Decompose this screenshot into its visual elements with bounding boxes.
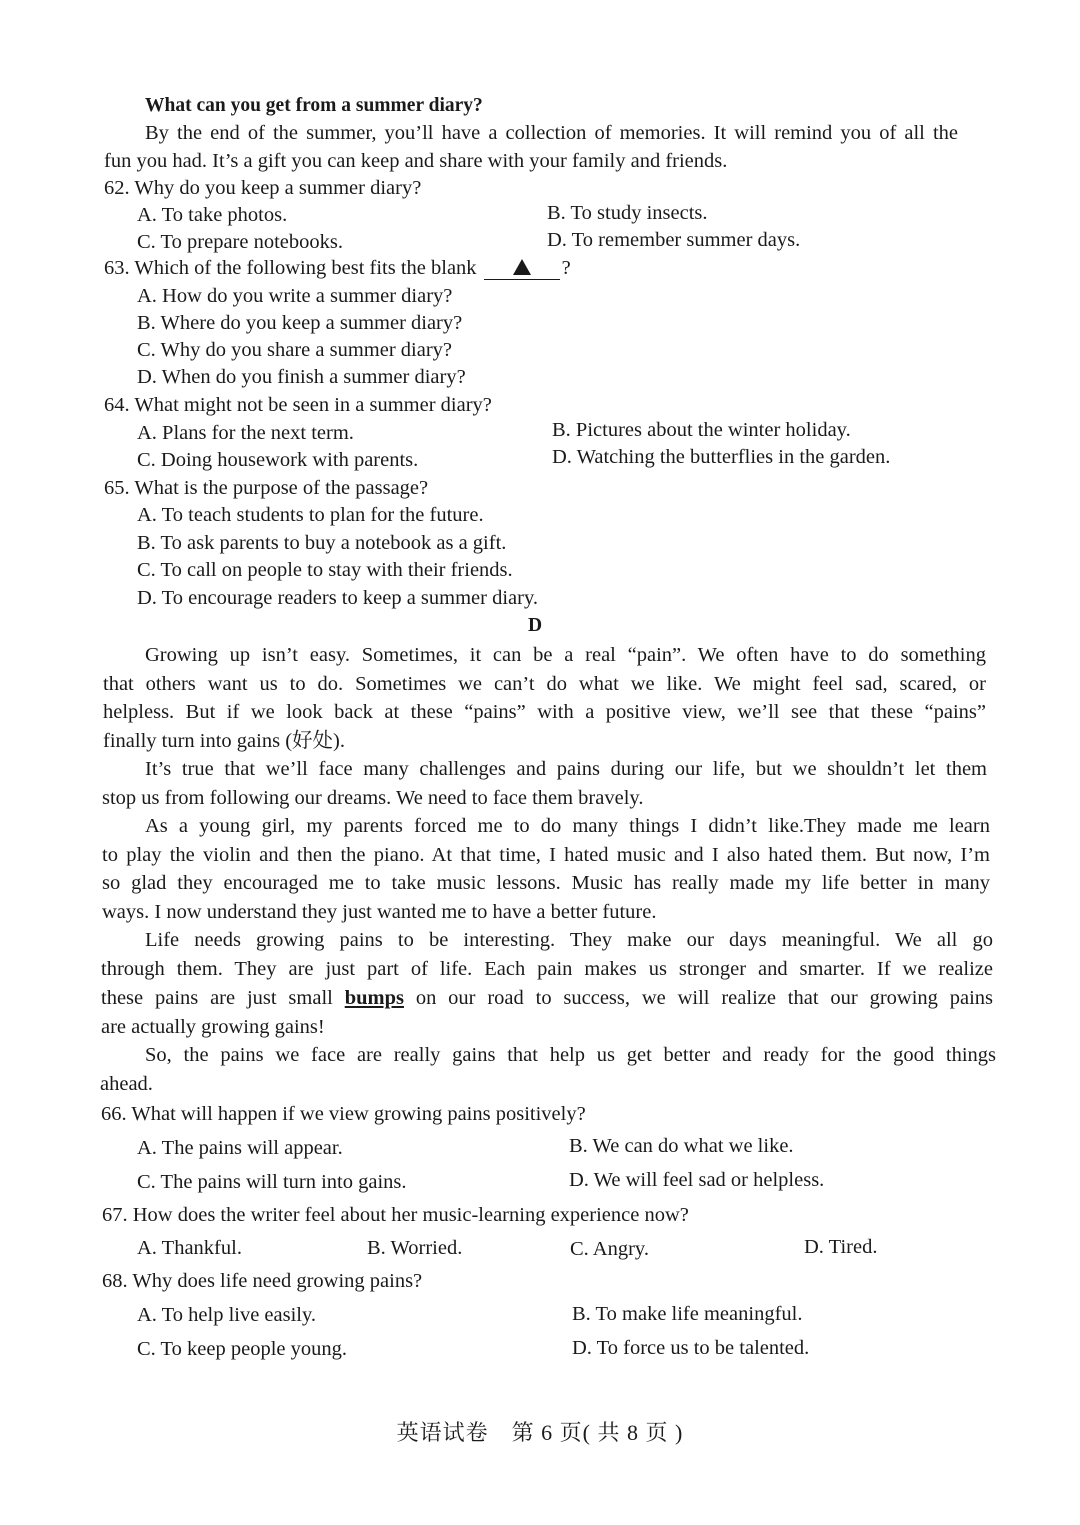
passage-line: helpless. But if we look back at these “pains” with a positive view, we’ll see that these “pains” xyxy=(103,701,986,723)
passage-line: so glad they encouraged me to take music lessons. Music has really made my life better in many xyxy=(102,872,990,894)
question-62-option-a: A. To take photos. xyxy=(137,204,288,226)
question-66-option-b: B. We can do what we like. xyxy=(569,1135,794,1157)
passage-line: Growing up isn’t easy. Sometimes, it can be a real “pain”. We often have to do something xyxy=(145,644,986,666)
passage-line: are actually growing gains! xyxy=(101,1016,325,1038)
passage-line: ahead. xyxy=(100,1073,153,1095)
question-65-option-d: D. To encourage readers to keep a summer diary. xyxy=(137,587,539,609)
triangle-marker-icon xyxy=(513,259,531,275)
paragraph-line: fun you had. It’s a gift you can keep and share with your family and friends. xyxy=(104,150,728,172)
question-62-option-c: C. To prepare notebooks. xyxy=(137,231,343,253)
passage-text: on our road to success, we will realize that our growing pains xyxy=(415,987,994,1009)
question-62-stem: 62. Why do you keep a summer diary? xyxy=(104,177,422,199)
question-63-stem: 63. Which of the following best fits the blank xyxy=(104,257,477,279)
question-63-option-c: C. Why do you share a summer diary? xyxy=(137,339,453,361)
paragraph-line: By the end of the summer, you’ll have a collection of memories. It will remind you of all the xyxy=(145,122,958,144)
question-64-option-c: C. Doing housework with parents. xyxy=(137,449,419,471)
question-63-stem-end: ? xyxy=(561,257,571,279)
passage-line: stop us from following our dreams. We need to face them bravely. xyxy=(102,787,644,809)
question-68-option-c: C. To keep people young. xyxy=(137,1338,347,1360)
question-66-option-d: D. We will feel sad or helpless. xyxy=(569,1169,825,1191)
keyword-bumps: bumps xyxy=(344,987,404,1009)
question-64-option-d: D. Watching the butterflies in the garden. xyxy=(552,446,891,468)
section-d-title: D xyxy=(528,615,543,636)
question-66-stem: 66. What will happen if we view growing pains positively? xyxy=(101,1103,586,1125)
question-65-option-b: B. To ask parents to buy a notebook as a gift. xyxy=(137,532,507,554)
passage-line: It’s true that we’ll face many challenges and pains during our life, but we shouldn’t let them xyxy=(145,758,987,780)
question-62-option-b: B. To study insects. xyxy=(547,202,708,224)
page-footer: 英语试卷 第 6 页( 共 8 页 ) xyxy=(396,1420,684,1445)
passage-line xyxy=(101,988,993,1009)
passage-line: to play the violin and then the piano. At that time, I hated music and I also hated them. But now, I’m xyxy=(102,844,990,866)
question-63-option-d: D. When do you finish a summer diary? xyxy=(137,366,466,388)
passage-line: that others want us to do. Sometimes we can’t do what we like. We might feel sad, scared, or xyxy=(103,673,986,695)
question-67-option-b: B. Worried. xyxy=(367,1237,463,1259)
question-63-stem-line xyxy=(104,258,571,280)
section-heading: What can you get from a summer diary? xyxy=(145,95,483,116)
passage-line: ways. I now understand they just wanted me to have a better future. xyxy=(102,901,657,923)
question-67-option-a: A. Thankful. xyxy=(137,1237,242,1259)
question-68-stem: 68. Why does life need growing pains? xyxy=(102,1270,423,1292)
passage-line: Life needs growing pains to be interesting. They make our days meaningful. We all go xyxy=(145,929,993,951)
passage-line: So, the pains we face are really gains that help us get better and ready for the good things xyxy=(145,1044,996,1066)
question-63-option-b: B. Where do you keep a summer diary? xyxy=(137,312,463,334)
question-68-option-a: A. To help live easily. xyxy=(137,1304,317,1326)
passage-text: these pains are just small xyxy=(101,987,333,1009)
question-67-stem: 67. How does the writer feel about her music-learning experience now? xyxy=(102,1204,689,1226)
question-67-option-d: D. Tired. xyxy=(804,1236,878,1258)
question-68-option-b: B. To make life meaningful. xyxy=(572,1303,803,1325)
question-68-option-d: D. To force us to be talented. xyxy=(572,1337,810,1359)
passage-line: through them. They are just part of life. Each pain makes us stronger and smarter. If we realize xyxy=(101,958,993,980)
answer-blank xyxy=(484,258,560,280)
question-66-option-a: A. The pains will appear. xyxy=(137,1137,343,1159)
question-64-option-b: B. Pictures about the winter holiday. xyxy=(552,419,851,441)
question-65-option-a: A. To teach students to plan for the future. xyxy=(137,504,484,526)
question-64-option-a: A. Plans for the next term. xyxy=(137,422,354,444)
passage-line: finally turn into gains (好处). xyxy=(103,730,345,752)
question-67-option-c: C. Angry. xyxy=(570,1238,649,1260)
question-64-stem: 64. What might not be seen in a summer diary? xyxy=(104,394,492,416)
question-63-option-a: A. How do you write a summer diary? xyxy=(137,285,453,307)
question-62-option-d: D. To remember summer days. xyxy=(547,229,801,251)
question-66-option-c: C. The pains will turn into gains. xyxy=(137,1171,407,1193)
question-65-option-c: C. To call on people to stay with their friends. xyxy=(137,559,513,581)
passage-line: As a young girl, my parents forced me to do many things I didn’t like.They made me learn xyxy=(145,815,990,837)
question-65-stem: 65. What is the purpose of the passage? xyxy=(104,477,429,499)
